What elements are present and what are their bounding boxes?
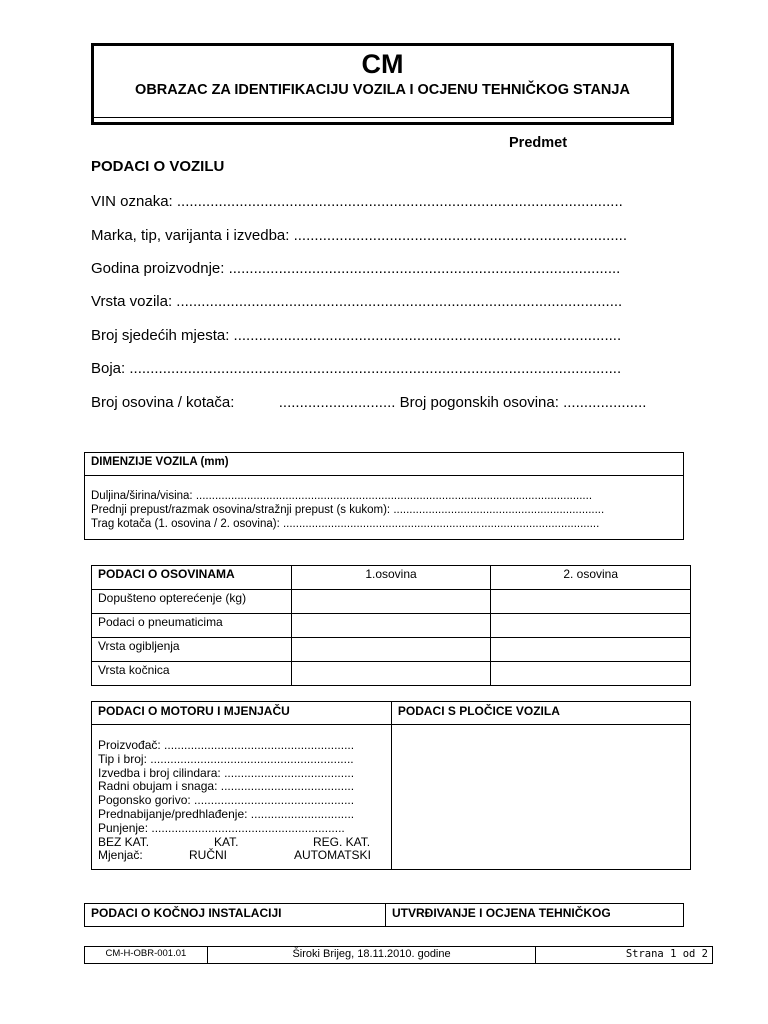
drive-axles-field[interactable]: Broj pogonskih osovina: .................... bbox=[399, 394, 647, 411]
permitted-load-axle-2-cell[interactable] bbox=[491, 590, 691, 614]
table-row bbox=[92, 566, 691, 590]
cylinders-field[interactable]: Izvedba i broj cilindara: ....................................... bbox=[98, 765, 355, 780]
gearbox-label: Mjenjač: bbox=[98, 848, 143, 863]
plate-data-cell[interactable] bbox=[391, 725, 690, 870]
dimensions-overhang-field[interactable]: Prednji prepust/razmak osovina/stražnji prepust (s kukom): .................................................................. bbox=[91, 504, 605, 516]
catalyst-regulated-option[interactable]: REG. KAT. bbox=[313, 834, 371, 849]
vin-field[interactable]: VIN oznaka: ........................................................................................................... bbox=[91, 193, 623, 210]
plate-section-title: PODACI S PLOČICE VOZILA bbox=[391, 702, 690, 725]
vehicle-type-field[interactable]: Vrsta vozila: ........................................................................................................... bbox=[91, 293, 623, 310]
dimensions-length-field[interactable]: Duljina/širina/visina: ............................................................................................................................ bbox=[91, 490, 593, 502]
axles-wheels-row bbox=[91, 394, 646, 411]
gearbox-automatic-option[interactable]: AUTOMATSKI bbox=[294, 848, 371, 863]
place-date: Široki Brijeg, 18.11.2010. godine bbox=[207, 947, 535, 964]
table-row bbox=[92, 702, 691, 725]
displacement-power-field[interactable]: Radni obujam i snaga: ........................................ bbox=[98, 779, 355, 794]
document-code: CM bbox=[361, 49, 404, 79]
document-title: OBRAZAC ZA IDENTIFIKACIJU VOZILA I OCJENU TEHNIČKOG STANJA bbox=[135, 82, 630, 98]
dimensions-divider bbox=[85, 475, 683, 476]
catalyst-none-option[interactable]: BEZ KAT. bbox=[98, 834, 150, 849]
gearbox-options bbox=[98, 849, 385, 863]
document-header bbox=[91, 43, 674, 125]
page-footer bbox=[84, 946, 713, 964]
table-row bbox=[92, 662, 691, 686]
row-label-tyres: Podaci o pneumaticima bbox=[92, 614, 292, 638]
header-divider bbox=[94, 117, 671, 118]
dimensions-box bbox=[84, 452, 684, 540]
color-field[interactable]: Boja: ...................................................................................................................... bbox=[91, 360, 622, 377]
seats-field[interactable]: Broj sjedećih mjesta: ............................................................................................. bbox=[91, 327, 622, 344]
make-model-field[interactable]: Marka, tip, varijanta i izvedba: ................................................................................ bbox=[91, 227, 627, 244]
engine-details-cell bbox=[92, 725, 392, 870]
charging-field[interactable]: Punjenje: .......................................................... bbox=[98, 820, 345, 835]
table-row bbox=[92, 590, 691, 614]
vehicle-section-title: PODACI O VOZILU bbox=[91, 158, 225, 175]
engine-section-title: PODACI O MOTORU I MJENJAČU bbox=[92, 702, 392, 725]
axles-table-header: PODACI O OSOVINAMA bbox=[92, 566, 292, 590]
axles-wheels-label: Broj osovina / kotača: bbox=[91, 394, 235, 411]
dimensions-title: DIMENZIJE VOZILA (mm) bbox=[91, 456, 229, 468]
axle-2-header: 2. osovina bbox=[491, 566, 691, 590]
brakes-axle-2-cell[interactable] bbox=[491, 662, 691, 686]
manufacturer-field[interactable]: Proizvođač: ......................................................... bbox=[98, 738, 355, 752]
brakes-axle-1-cell[interactable] bbox=[291, 662, 491, 686]
production-year-field[interactable]: Godina proizvodnje: .............................................................................................. bbox=[91, 260, 621, 277]
axles-table bbox=[91, 565, 691, 686]
table-row bbox=[92, 638, 691, 662]
brakes-divider bbox=[385, 904, 386, 926]
tyres-axle-1-cell[interactable] bbox=[291, 614, 491, 638]
brakes-section-title: PODACI O KOČNOJ INSTALACIJI bbox=[91, 906, 282, 920]
page-number: Strana 1 od 2 bbox=[536, 947, 713, 964]
dimensions-track-field[interactable]: Trag kotača (1. osovina / 2. osovina): ................................................................................................... bbox=[91, 518, 600, 530]
fuel-field[interactable]: Pogonsko gorivo: ................................................ bbox=[98, 793, 355, 808]
row-label-brakes: Vrsta kočnica bbox=[92, 662, 292, 686]
table-row bbox=[92, 725, 691, 870]
tyres-axle-2-cell[interactable] bbox=[491, 614, 691, 638]
assessment-section-title: UTVRĐIVANJE I OCJENA TEHNIČKOG bbox=[392, 906, 611, 920]
row-label-suspension: Vrsta ogibljenja bbox=[92, 638, 292, 662]
axle-1-header: 1.osovina bbox=[291, 566, 491, 590]
suspension-axle-2-cell[interactable] bbox=[491, 638, 691, 662]
table-row bbox=[92, 614, 691, 638]
subject-label: Predmet bbox=[509, 135, 568, 151]
form-code: CM-H-OBR-001.01 bbox=[85, 947, 208, 964]
table-row bbox=[85, 947, 713, 964]
row-label-permitted-load: Dopušteno opterećenje (kg) bbox=[92, 590, 292, 614]
engine-table bbox=[91, 701, 691, 870]
catalyst-options bbox=[98, 836, 385, 850]
brakes-box bbox=[84, 903, 684, 927]
turbo-intercooler-field[interactable]: Prednabijanje/predhlađenje: ............................... bbox=[98, 806, 355, 821]
type-number-field[interactable]: Tip i broj: ............................................................. bbox=[98, 751, 354, 766]
catalyst-option[interactable]: KAT. bbox=[214, 834, 239, 849]
permitted-load-axle-1-cell[interactable] bbox=[291, 590, 491, 614]
gearbox-manual-option[interactable]: RUČNI bbox=[189, 848, 227, 863]
axles-wheels-field[interactable]: ............................ bbox=[278, 394, 396, 411]
suspension-axle-1-cell[interactable] bbox=[291, 638, 491, 662]
